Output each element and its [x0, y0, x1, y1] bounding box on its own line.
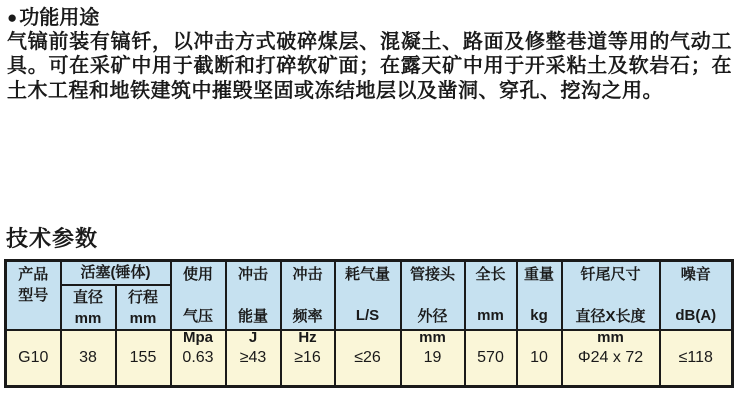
cell-consumption: ≤26	[335, 330, 401, 386]
col-header-air-pressure	[171, 261, 226, 346]
header-line: 噪音	[680, 266, 711, 283]
bullet-icon: ●	[7, 8, 18, 27]
unit-label: J	[248, 329, 258, 346]
header-line: 全长	[475, 266, 506, 283]
unit-label: mm	[74, 310, 102, 328]
header-line: 使用 气压	[182, 266, 213, 325]
col-header-impact-frequency	[281, 261, 335, 346]
col-header-shank-size	[562, 261, 660, 346]
header-line: 冲击 能量	[237, 266, 268, 325]
cell-shank: Φ24 x 72	[562, 330, 660, 386]
col-header-weight	[517, 261, 562, 331]
col-header-impact-energy	[226, 261, 281, 346]
unit-label: dB(A)	[675, 307, 717, 324]
cell-stroke: 155	[116, 330, 171, 386]
cell-diameter: 38	[61, 330, 116, 386]
unit-label: L/S	[355, 307, 380, 324]
header-line: 钎尾尺寸 直径X长度	[575, 266, 646, 325]
header-line: 直径	[72, 289, 103, 307]
cell-frequency: ≥16	[281, 330, 335, 386]
unit-label: mm	[477, 307, 504, 324]
col-header-piston-stroke	[116, 285, 171, 330]
col-header-pipe-joint-od	[401, 261, 465, 346]
description-text: 气镐前装有镐钎，以冲击方式破碎煤层、混凝土、路面及修整巷道等用的气动工具。可在采矿中用于截断和打碎软矿面；在露天矿中用于开采粘土及软岩石；在土木工程和地铁建筑中摧毁坚固或冻结地层以及凿洞、穿孔、挖沟之用。	[7, 31, 732, 102]
cell-energy: ≥43	[226, 330, 281, 386]
col-header-air-consumption	[335, 261, 401, 331]
unit-label: kg	[530, 307, 548, 324]
table-title: 技术参数	[6, 226, 99, 251]
header-line: 重量	[523, 266, 554, 283]
header-line: 耗气量	[344, 266, 390, 283]
col-header-product-model	[6, 261, 61, 331]
col-header-overall-length	[465, 261, 517, 331]
unit-label: Mpa	[183, 329, 213, 346]
header-line: 产品	[18, 266, 49, 283]
header-line: 型号	[18, 287, 49, 304]
function-section	[7, 6, 732, 103]
cell-noise: ≤118	[660, 330, 733, 386]
col-header-piston-group: 活塞(锤体)	[61, 261, 171, 285]
header-line: 管接头 外径	[409, 266, 455, 325]
cell-pressure: 0.63	[171, 330, 226, 386]
unit-label: mm	[597, 329, 624, 346]
cell-length: 570	[465, 330, 517, 386]
cell-pipe-joint-od: 19	[401, 330, 465, 386]
cell-weight: 10	[517, 330, 562, 386]
col-header-noise	[660, 261, 733, 331]
unit-label: mm	[419, 329, 446, 346]
section-heading	[7, 6, 732, 30]
header-line: 冲击 频率	[292, 266, 323, 325]
header-line: 行程	[127, 289, 158, 307]
unit-label: mm	[129, 310, 157, 328]
col-header-piston-diameter	[61, 285, 116, 330]
section-title: 功能用途	[19, 7, 100, 29]
spec-table	[4, 259, 734, 388]
cell-model: G10	[6, 330, 61, 386]
unit-label: Hz	[298, 329, 317, 346]
